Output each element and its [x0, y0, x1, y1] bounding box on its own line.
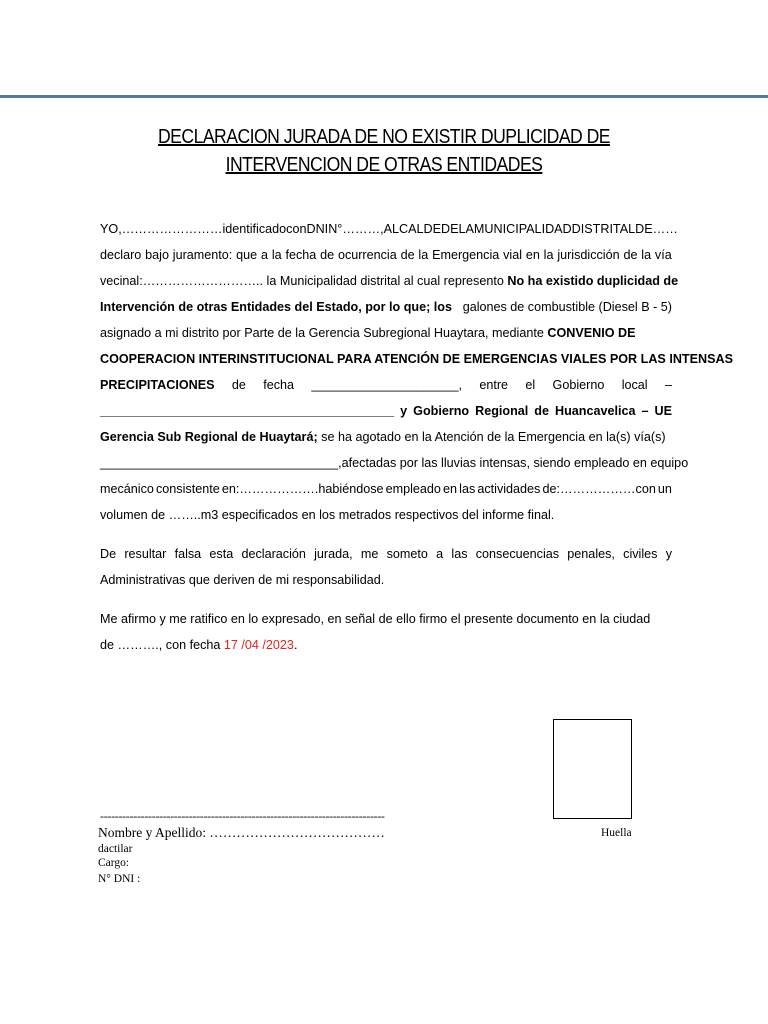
text-line: [100, 346, 733, 372]
text-span: se ha agotado en la Atención de la Emergencia en la(s) vía(s): [317, 430, 666, 444]
word: me: [360, 547, 379, 561]
word: MUNICIPALIDAD: [473, 222, 572, 236]
text-line: [100, 268, 679, 294]
word: la: [418, 248, 429, 262]
word: y: [665, 547, 672, 561]
text-span: Me afirmo y me ratifico en lo expresado, en señal de ello firmo el presente documento en la ciudad: [100, 612, 651, 626]
text-span: galones de combustible (Diesel B - 5): [462, 300, 672, 314]
paragraph-consequences: [100, 541, 672, 593]
word: bajo: [145, 248, 169, 262]
word: a: [260, 248, 268, 262]
word: con: [286, 222, 307, 236]
cargo-label: Cargo:: [98, 857, 130, 869]
word: local: [621, 378, 648, 392]
paragraph-declaration: [100, 216, 733, 528]
text-span: vecinal:……………………….. la Municipalidad distrital al cual represento: [100, 274, 508, 288]
text-line: [100, 502, 672, 528]
header-rule: [0, 95, 768, 98]
word: declaración: [241, 547, 306, 561]
word: actividades: [477, 482, 541, 496]
word: civiles: [623, 547, 658, 561]
word: ocurrencia: [337, 248, 397, 262]
word: las: [451, 547, 468, 561]
word: fecha: [263, 378, 295, 392]
word: consecuencias: [475, 547, 560, 561]
word: esta: [209, 547, 234, 561]
bold-span: No ha existido duplicidad de: [507, 274, 679, 288]
dni-label: N° DNI :: [98, 873, 141, 885]
fingerprint-box: [553, 719, 632, 819]
word: de: [534, 404, 549, 418]
bold-span: Gerencia Sub Regional de Huaytará;: [100, 430, 318, 444]
text-line: [100, 567, 672, 593]
word: en:……………….habiéndose: [221, 482, 384, 496]
text-line: [100, 424, 672, 450]
word: someto: [386, 547, 428, 561]
word: vía: [654, 248, 672, 262]
word: UE: [654, 404, 672, 418]
word: Regional: [475, 404, 529, 418]
document-title-line1: DECLARACION JURADA DE NO EXISTIR DUPLICIDAD DE: [158, 126, 610, 148]
word: Huancavelica: [554, 404, 636, 418]
text-line: [100, 320, 672, 346]
word: de: [623, 248, 638, 262]
text-line: [100, 294, 672, 320]
word: ………,: [342, 222, 384, 236]
word: vial: [503, 248, 522, 262]
word: la: [271, 248, 282, 262]
word: _____________________,: [311, 378, 462, 392]
word: el: [525, 378, 536, 392]
justified-line: [100, 541, 672, 567]
word: de: [320, 248, 335, 262]
word: LA: [458, 222, 474, 236]
word: Gobierno: [413, 404, 470, 418]
word: YO,: [100, 222, 122, 236]
text-span: asignado a mi distrito por Parte de la Gerencia Subregional Huaytara, mediante: [100, 326, 548, 340]
gap: [452, 294, 463, 320]
word: de:………………con: [542, 482, 656, 496]
word: de: [231, 378, 246, 392]
word: la: [543, 248, 554, 262]
word: declaro: [100, 248, 142, 262]
word: –: [664, 378, 672, 392]
text-span: volumen de ……..m3 especificados en los metrados respectivos del informe final.: [100, 508, 555, 522]
word: Emergencia: [432, 248, 500, 262]
word: fecha: [285, 248, 317, 262]
paragraph-ratification: [100, 606, 672, 658]
word: ALCALDE: [383, 222, 442, 236]
signature-line: -----------------------------------------------------------------------------: [100, 809, 385, 823]
word: DE: [441, 222, 459, 236]
date-value: 17 /04 /2023: [223, 638, 294, 652]
word: las: [459, 482, 476, 496]
word: un: [657, 482, 672, 496]
word: empleado: [385, 482, 441, 496]
document-title-line2: INTERVENCION DE OTRAS ENTIDADES: [225, 154, 543, 176]
word: resultar: [124, 547, 167, 561]
word: falsa: [174, 547, 202, 561]
word: N°: [328, 222, 343, 236]
bold-span: Intervención de otras Entidades del Estado, por lo que; los: [100, 300, 452, 314]
dactilar-label: dactilar: [98, 843, 133, 855]
word: DISTRITAL: [571, 222, 636, 236]
word: en: [525, 248, 540, 262]
fingerprint-label: Huella: [601, 827, 632, 839]
name-field-label: Nombre y Apellido: …………………………………: [98, 825, 385, 840]
text-line: [100, 450, 689, 476]
word: la: [641, 248, 652, 262]
word: juramento:: [172, 248, 233, 262]
word: consistente: [156, 482, 220, 496]
word: entre: [479, 378, 509, 392]
text-span: .: [293, 638, 298, 652]
word: __________________________________________: [100, 404, 395, 418]
justified-line: [100, 398, 672, 424]
bold-span: CONVENIO DE: [547, 326, 636, 340]
text-line: [100, 606, 672, 632]
word: DNI: [306, 222, 329, 236]
word: de: [400, 248, 415, 262]
justified-line: [100, 216, 678, 242]
word: jurisdicción: [557, 248, 620, 262]
bold-span: COOPERACION INTERINSTITUCIONAL PARA ATENCIÓN DE EMERGENCIAS VIALES POR LAS INTENSAS: [100, 352, 733, 366]
word: Gobierno: [552, 378, 605, 392]
text-span: Administrativas que deriven de mi responsabilidad.: [100, 573, 385, 587]
word: penales,: [567, 547, 615, 561]
word: –: [641, 404, 649, 418]
word: De: [100, 547, 117, 561]
word: DE……: [635, 222, 678, 236]
word: que: [236, 248, 258, 262]
justified-line: [100, 476, 672, 502]
word: jurada,: [314, 547, 353, 561]
text-line: [100, 632, 672, 658]
word: en: [443, 482, 458, 496]
text-span: de ………., con fecha: [100, 638, 224, 652]
word: mecánico: [100, 482, 154, 496]
word: ……………………identificado: [121, 222, 287, 236]
word: y: [400, 404, 408, 418]
word: a: [436, 547, 444, 561]
word: PRECIPITACIONES: [100, 378, 215, 392]
justified-line: [100, 242, 672, 268]
text-span: __________________________________,afectadas por las lluvias intensas, siendo empleado en equipo: [100, 456, 689, 470]
justified-line: [100, 372, 672, 398]
